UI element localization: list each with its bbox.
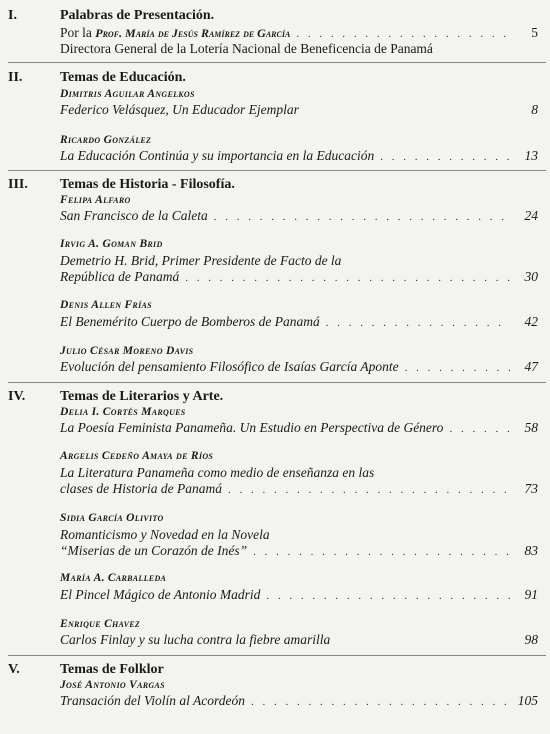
entry-author: Julio César Moreno Davis bbox=[60, 345, 194, 357]
section-title: Temas de Educación. bbox=[60, 70, 186, 85]
page-number: 105 bbox=[517, 693, 538, 708]
dot-leader bbox=[266, 590, 510, 602]
section-roman: V. bbox=[8, 662, 20, 677]
page-number: 58 bbox=[524, 420, 538, 435]
entry-author: Delia I. Cortés Marques bbox=[60, 406, 186, 418]
divider bbox=[8, 170, 546, 171]
divider bbox=[8, 62, 546, 63]
page-number: 24 bbox=[524, 208, 538, 223]
entry-author: María A. Carballeda bbox=[60, 572, 167, 584]
page-number: 5 bbox=[531, 25, 538, 40]
entry-title: San Francisco de la Caleta bbox=[60, 208, 208, 223]
toc-entry[interactable] bbox=[60, 587, 538, 603]
entry-title-line bbox=[60, 465, 538, 481]
divider bbox=[8, 655, 546, 656]
entry-author: Irvig A. Goman Brid bbox=[60, 238, 163, 250]
entry-subtitle: Directora General de la Lotería Nacional de Beneficencia de Panamá bbox=[60, 41, 433, 56]
toc-entry[interactable] bbox=[60, 102, 538, 118]
page-number: 8 bbox=[531, 102, 538, 117]
toc-entry[interactable] bbox=[60, 359, 538, 375]
entry-title: El Pincel Mágico de Antonio Madrid bbox=[60, 587, 261, 602]
toc-entry[interactable] bbox=[60, 314, 538, 330]
section-roman: IV. bbox=[8, 389, 26, 404]
toc-entry[interactable] bbox=[60, 481, 538, 497]
entry-author: José Antonio Vargas bbox=[60, 679, 165, 691]
entry-title-cont: República de Panamá bbox=[60, 269, 180, 284]
page-number: 13 bbox=[524, 148, 538, 163]
toc-entry[interactable] bbox=[60, 269, 538, 285]
entry-author: Enrique Chavez bbox=[60, 618, 141, 630]
entry-title: El Benemérito Cuerpo de Bomberos de Panamá bbox=[60, 314, 320, 329]
page-number: 42 bbox=[524, 314, 538, 329]
page-number: 83 bbox=[524, 543, 538, 558]
entry-title-cont: “Miserias de un Corazón de Inés” bbox=[60, 543, 248, 558]
entry-prefix: Por la bbox=[60, 25, 92, 40]
dot-leader bbox=[251, 696, 510, 708]
entry-title: Carlos Finlay y su lucha contra la fiebre amarilla bbox=[60, 632, 331, 647]
entry-title: Romanticismo y Novedad en la Novela bbox=[60, 527, 270, 542]
dot-leader bbox=[380, 151, 510, 163]
toc-entry[interactable] bbox=[60, 632, 538, 648]
dot-leader bbox=[405, 362, 510, 374]
entry-author: Argelis Cedeño Amaya de Ríos bbox=[60, 450, 214, 462]
dot-leader bbox=[449, 423, 510, 435]
page-number: 98 bbox=[524, 632, 538, 647]
toc-entry[interactable] bbox=[60, 693, 538, 709]
toc-entry[interactable] bbox=[60, 420, 538, 436]
toc-entry[interactable] bbox=[60, 148, 538, 164]
entry-subtitle-line bbox=[60, 41, 538, 57]
entry-title-cont: clases de Historia de Panamá bbox=[60, 481, 222, 496]
dot-leader bbox=[326, 317, 510, 329]
entry-author: Sidia García Olivito bbox=[60, 512, 164, 524]
section-title: Temas de Historia - Filosofía. bbox=[60, 177, 235, 192]
page-number: 73 bbox=[524, 481, 538, 496]
section-roman: I. bbox=[8, 8, 17, 23]
entry-title: Transación del Violín al Acordeón bbox=[60, 693, 245, 708]
toc-entry[interactable] bbox=[60, 25, 538, 41]
entry-title-line bbox=[60, 527, 538, 543]
entry-author: Prof. María de Jesús Ramírez de García bbox=[95, 26, 291, 40]
entry-author: Dimitris Aguilar Angelkos bbox=[60, 88, 195, 100]
dot-leader bbox=[185, 272, 510, 284]
page-number: 91 bbox=[524, 587, 538, 602]
entry-title: Demetrio H. Brid, Primer Presidente de Facto de la bbox=[60, 253, 342, 268]
entry-title: La Educación Continúa y su importancia en la Educación bbox=[60, 148, 375, 163]
section-title: Temas de Folklor bbox=[60, 662, 164, 677]
page-number: 30 bbox=[524, 269, 538, 284]
entry-title: La Literatura Panameña como medio de enseñanza en las bbox=[60, 465, 375, 480]
entry-title: Federico Velásquez, Un Educador Ejemplar bbox=[60, 102, 299, 117]
toc-entry[interactable] bbox=[60, 208, 538, 224]
dot-leader bbox=[214, 211, 510, 223]
entry-author: Denis Allen Frías bbox=[60, 299, 152, 311]
section-title: Temas de Literarios y Arte. bbox=[60, 389, 224, 404]
entry-author: Felipa Alfaro bbox=[60, 194, 131, 206]
dot-leader bbox=[296, 28, 510, 40]
entry-title-line bbox=[60, 253, 538, 269]
dot-leader bbox=[253, 546, 510, 558]
section-roman: III. bbox=[8, 177, 28, 192]
divider bbox=[8, 382, 546, 383]
entry-author: Ricardo González bbox=[60, 134, 152, 146]
entry-title: Evolución del pensamiento Filosófico de Isaías García Aponte bbox=[60, 359, 399, 374]
section-title: Palabras de Presentación. bbox=[60, 8, 215, 23]
dot-leader bbox=[228, 484, 510, 496]
toc-entry[interactable] bbox=[60, 543, 538, 559]
section-roman: II. bbox=[8, 70, 23, 85]
page-number: 47 bbox=[524, 359, 538, 374]
entry-title: La Poesía Feminista Panameña. Un Estudio en Perspectiva de Género bbox=[60, 420, 444, 435]
